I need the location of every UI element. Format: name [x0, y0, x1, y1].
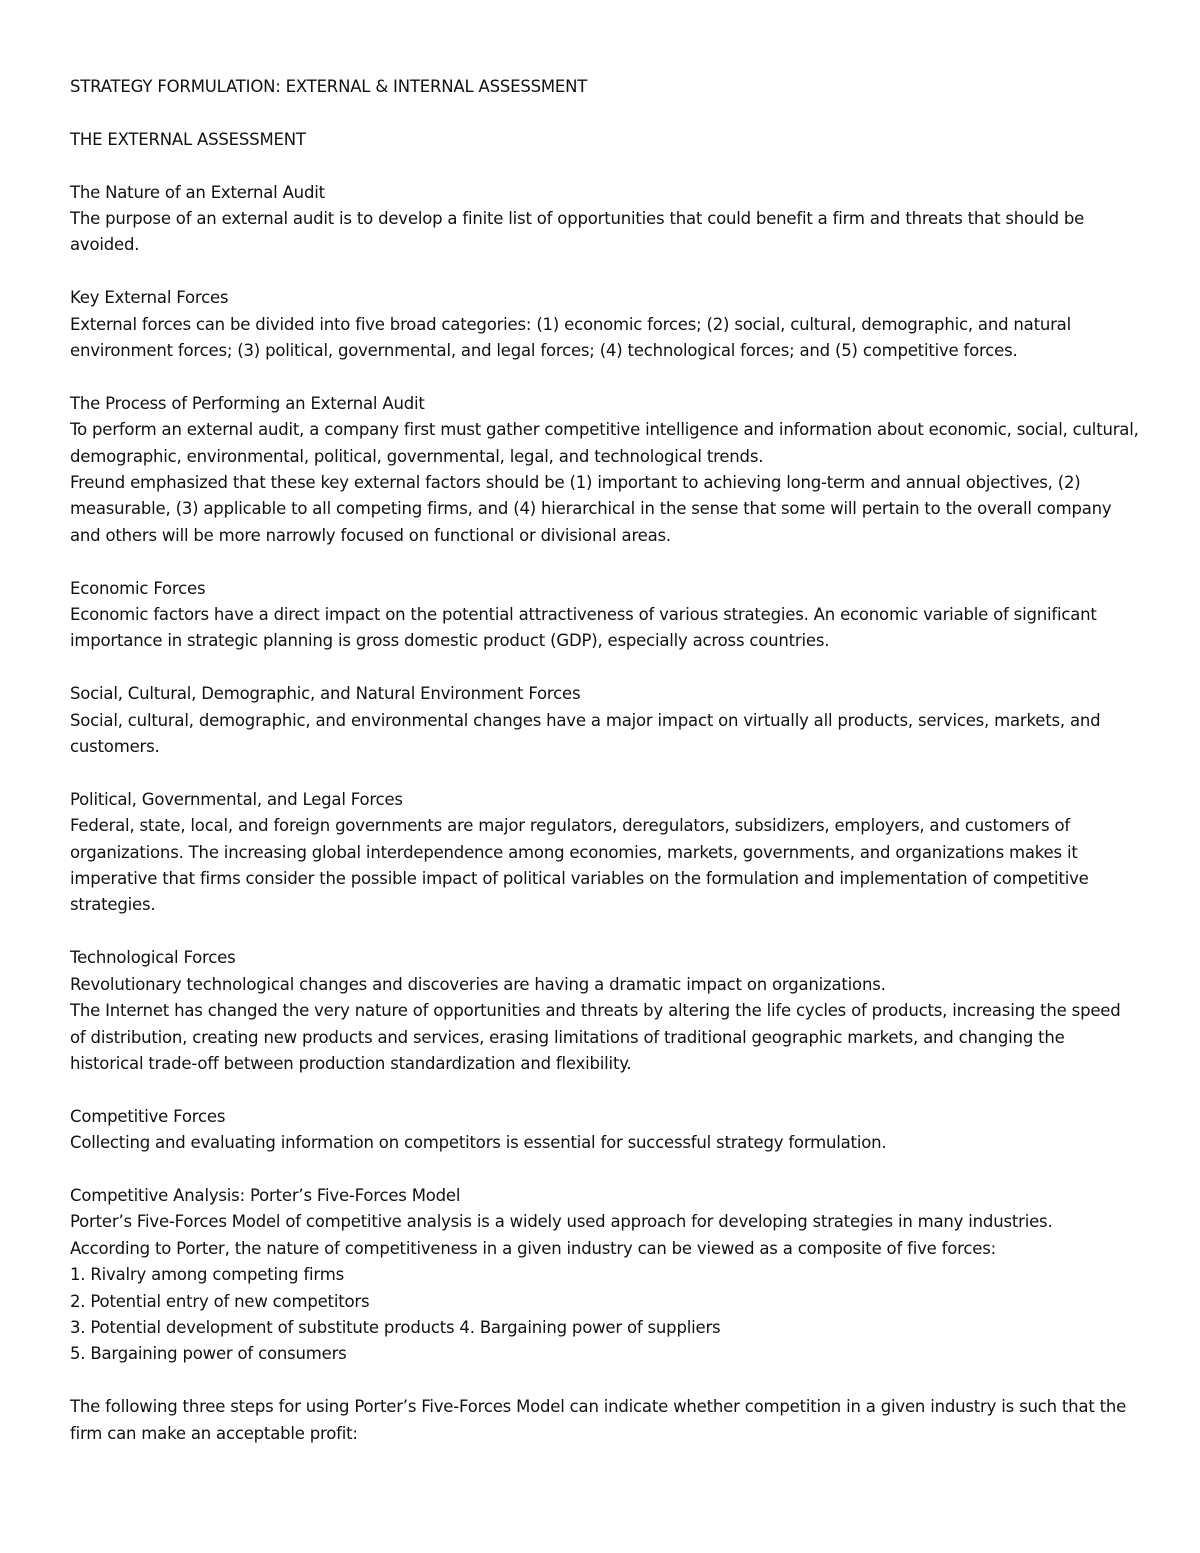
political-body: Federal, state, local, and foreign governments are major regulators, deregulators, subsidizers, employers, and customers of organizations. The increasing global interdependence among economies, markets, governments, and organizations makes it imperative that firms consider the possible impact of political variables on the formulation and implementation of competitive strategies.: [70, 816, 1089, 915]
technological-body-2: The Internet has changed the very nature of opportunities and threats by altering the life cycles of products, increasing the speed of distribution, creating new products and services, erasing limitations of traditional geographic markets, and changing the historical trade-off between production standardization and flexibility.: [70, 1001, 1121, 1073]
process-body-2: Freund emphasized that these key external factors should be (1) important to achieving long-term and annual objectives, (2) measurable, (3) applicable to all competing firms, and (4) hierarchical in the sense that some will pertain to the overall company and others will be more narrowly focused on functional or divisional areas.: [70, 473, 1112, 545]
nature-heading: The Nature of an External Audit: [70, 182, 325, 202]
process-heading: The Process of Performing an External Audit: [70, 393, 425, 413]
key-forces-body: External forces can be divided into five broad categories: (1) economic forces; (2) social, cultural, demographic, and natural environment forces; (3) political, governmental, and legal forces; (4) technological forces; and (5) competitive forces.: [70, 314, 1071, 361]
porter-heading: Competitive Analysis: Porter’s Five-Forces Model: [70, 1185, 461, 1205]
list-item: 3. Potential development of substitute products 4. Bargaining power of suppliers: [70, 1317, 721, 1337]
key-forces-heading: Key External Forces: [70, 288, 229, 308]
list-item: 1. Rivalry among competing firms: [70, 1265, 344, 1285]
technological-body-1: Revolutionary technological changes and discoveries are having a dramatic impact on organizations.: [70, 974, 886, 994]
competitive-body: Collecting and evaluating information on competitors is essential for successful strategy formulation.: [70, 1133, 887, 1153]
economic-body: Economic factors have a direct impact on the potential attractiveness of various strategies. An economic variable of significant importance in strategic planning is gross domestic product (GDP), especially across countries.: [70, 605, 1097, 651]
competitive-heading: Competitive Forces: [70, 1106, 226, 1126]
steps-body: The following three steps for using Porter’s Five-Forces Model can indicate whether competition in a given industry is such that the firm can make an acceptable profit:: [70, 1397, 1127, 1443]
porter-body-1: Porter’s Five-Forces Model of competitive analysis is a widely used approach for developing strategies in many industries.: [70, 1212, 1053, 1232]
technological-heading: Technological Forces: [70, 948, 236, 968]
list-item: 2. Potential entry of new competitors: [70, 1291, 370, 1311]
social-body: Social, cultural, demographic, and environmental changes have a major impact on virtually all products, services, markets, and customers.: [70, 710, 1101, 757]
economic-heading: Economic Forces: [70, 578, 206, 598]
porter-body-2: According to Porter, the nature of competitiveness in a given industry can be viewed as a composite of five forces:: [70, 1238, 996, 1258]
social-heading: Social, Cultural, Demographic, and Natural Environment Forces: [70, 684, 581, 704]
nature-body: The purpose of an external audit is to develop a finite list of opportunities that could benefit a firm and threats that should be avoided.: [70, 209, 1085, 255]
process-body-1: To perform an external audit, a company first must gather competitive intelligence and information about economic, social, cultural, demographic, environmental, political, governmental, legal, and technological trends.: [70, 420, 1139, 466]
document-body: [70, 74, 1140, 1447]
political-heading: Political, Governmental, and Legal Forces: [70, 789, 403, 809]
list-item: 5. Bargaining power of consumers: [70, 1344, 347, 1364]
section-title: THE EXTERNAL ASSESSMENT: [70, 129, 306, 149]
main-title: STRATEGY FORMULATION: EXTERNAL & INTERNAL ASSESSMENT: [70, 77, 588, 96]
